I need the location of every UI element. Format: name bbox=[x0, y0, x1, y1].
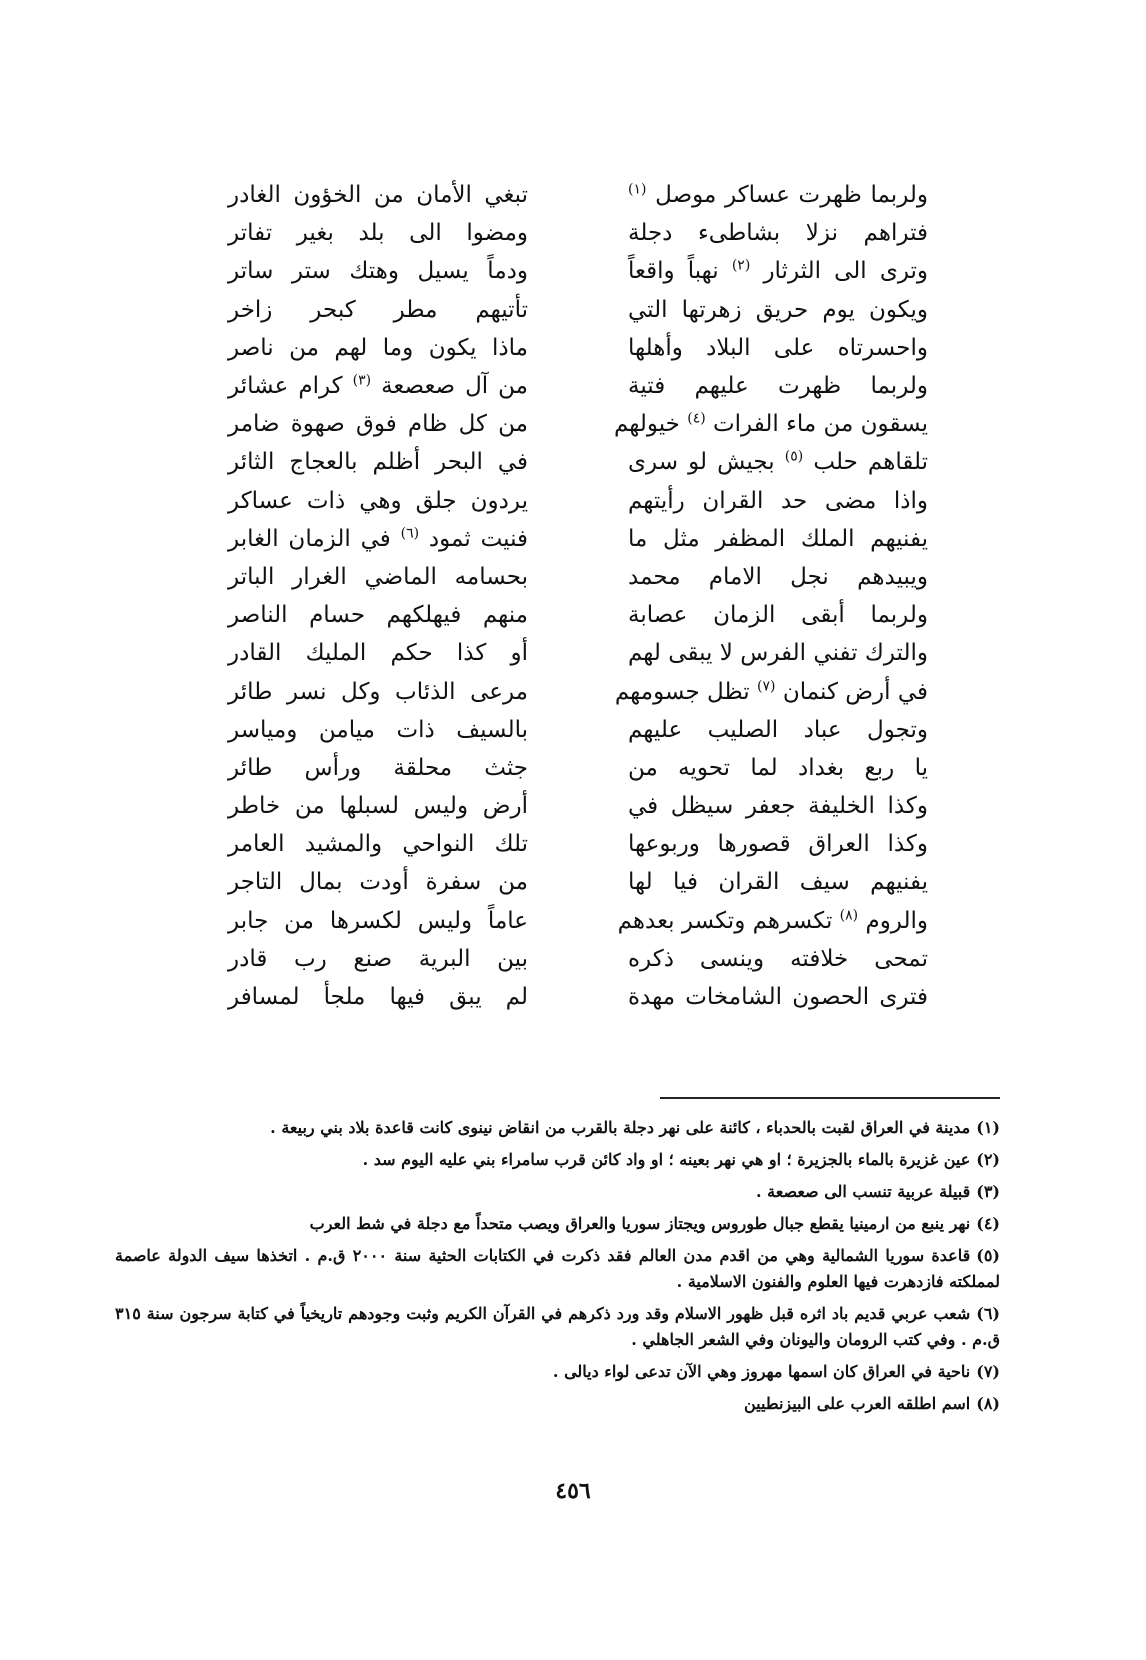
hemistich-text: والروم bbox=[865, 907, 928, 934]
hemistich-text: لم يبق فيها ملجأ لمسافر bbox=[228, 984, 528, 1011]
footnote-reference: (٧) bbox=[757, 677, 776, 694]
hemistich-text: بحسامه الماضي الغرار الباتر bbox=[228, 563, 528, 590]
footnote-text: ناحية في العراق كان اسمها مهروز وهي الآن تدعى لواء ديالى . bbox=[552, 1362, 971, 1381]
hemistich-text: جثث محلقة ورأس طائر bbox=[228, 754, 528, 781]
hemistich-text: تأتيهم مطر كبحر زاخر bbox=[228, 296, 528, 323]
footnote-separator bbox=[660, 1097, 1000, 1099]
footnote-number: (١) bbox=[976, 1118, 1000, 1137]
hemistich-text: تمحى خلافته وينسى ذكره bbox=[628, 945, 928, 972]
hemistich-text: مرعى الذئاب وكل نسر طائر bbox=[228, 678, 528, 705]
footnote bbox=[115, 1359, 1000, 1385]
footnote-number: (٥) bbox=[976, 1246, 1000, 1265]
first-hemistich bbox=[628, 367, 928, 405]
hemistich-text: ويبيدهم نجل الامام محمد bbox=[628, 563, 928, 590]
footnote-number: (٢) bbox=[976, 1150, 1000, 1169]
hemistich-text: ومضوا الى بلد بغير تفاتر bbox=[228, 220, 528, 247]
first-hemistich bbox=[628, 176, 928, 214]
footnote bbox=[115, 1391, 1000, 1417]
hemistich-text: وتجول عباد الصليب عليهم bbox=[628, 716, 928, 743]
hemistich-text: يا ربع بغداد لما تحويه من bbox=[628, 754, 928, 781]
hemistich-text: ولربما ظهرت عليهم فتية bbox=[628, 373, 928, 400]
verse-row bbox=[228, 634, 928, 672]
footnote-text: قبيلة عربية تنسب الى صعصعة . bbox=[756, 1182, 971, 1201]
second-hemistich bbox=[228, 978, 528, 1016]
second-hemistich bbox=[228, 711, 528, 749]
second-hemistich bbox=[228, 176, 528, 214]
second-hemistich bbox=[228, 329, 528, 367]
hemistich-text: منهم فيهلكهم حسام الناصر bbox=[228, 602, 528, 629]
verse-row bbox=[228, 367, 928, 405]
footnote-number: (٦) bbox=[976, 1304, 1000, 1323]
first-hemistich bbox=[613, 405, 928, 443]
second-hemistich bbox=[228, 825, 528, 863]
second-hemistich bbox=[228, 634, 528, 672]
hemistich-text: في أرض كنمان bbox=[782, 678, 928, 705]
second-hemistich bbox=[228, 558, 528, 596]
hemistich-text: في الزمان الغابر bbox=[228, 525, 391, 552]
verse-row bbox=[228, 176, 928, 214]
hemistich-text: من آل صعصعة bbox=[381, 373, 528, 400]
verse-row bbox=[228, 902, 928, 940]
poem bbox=[228, 176, 928, 1076]
footnotes bbox=[115, 1115, 1000, 1423]
footnote-text: مدينة في العراق لقبت بالحدباء ، كائنة على نهر دجلة بالقرب من انقاض نينوى كانت قاعدة بلاد بني ربيعة . bbox=[270, 1118, 971, 1137]
hemistich-text: ماذا يكون وما لهم من ناصر bbox=[228, 334, 528, 361]
footnote bbox=[115, 1115, 1000, 1141]
hemistich-text: واحسرتاه على البلاد وأهلها bbox=[628, 334, 928, 361]
first-hemistich bbox=[628, 291, 928, 329]
hemistich-text: كرام عشائر bbox=[228, 373, 343, 400]
verse-row bbox=[228, 520, 928, 558]
first-hemistich bbox=[628, 443, 928, 481]
first-hemistich bbox=[628, 978, 928, 1016]
footnote-reference: (٥) bbox=[784, 448, 804, 465]
hemistich-text: تلقاهم حلب bbox=[813, 449, 929, 476]
second-hemistich bbox=[228, 405, 528, 443]
hemistich-text: أو كذا حكم المليك القادر bbox=[228, 640, 528, 667]
verse-row bbox=[228, 787, 928, 825]
hemistich-text: ولربما أبقى الزمان عصابة bbox=[628, 602, 928, 629]
footnote-reference: (١) bbox=[628, 181, 647, 198]
hemistich-text: والترك تفني الفرس لا يبقى لهم bbox=[628, 640, 928, 667]
second-hemistich bbox=[228, 902, 528, 940]
hemistich-text: فنيت ثمود bbox=[428, 525, 529, 552]
footnote-text: نهر ينبع من ارمينيا يقطع جبال طوروس ويجتاز سوريا والعراق ويصب متحداً مع دجلة في شط العرب bbox=[309, 1214, 971, 1233]
hemistich-text: خيولهم bbox=[613, 411, 680, 438]
footnote-text: عين غزيرة بالماء بالجزيرة ؛ او هي نهر بعينه ؛ او واد كائن قرب سامراء بني عليه اليوم سد . bbox=[362, 1150, 971, 1169]
footnote-number: (٨) bbox=[976, 1394, 1000, 1413]
footnote-reference: (٤) bbox=[687, 410, 706, 427]
first-hemistich bbox=[628, 252, 928, 290]
hemistich-text: بالسيف ذات ميامن ومياسر bbox=[228, 716, 528, 743]
first-hemistich bbox=[628, 863, 928, 901]
hemistich-text: من كل ظام فوق صهوة ضامر bbox=[228, 411, 528, 438]
hemistich-text: أرض وليس لسبلها من خاطر bbox=[228, 793, 528, 820]
second-hemistich bbox=[228, 214, 528, 252]
verse-row bbox=[228, 940, 928, 978]
first-hemistich bbox=[628, 520, 928, 558]
hemistich-text: فترى الحصون الشامخات مهدة bbox=[628, 984, 928, 1011]
footnote bbox=[115, 1147, 1000, 1173]
first-hemistich bbox=[628, 482, 928, 520]
verse-row bbox=[228, 405, 928, 443]
verse-row bbox=[228, 329, 928, 367]
hemistich-text: واذا مضى حد القران رأيتهم bbox=[628, 487, 928, 514]
second-hemistich bbox=[228, 787, 528, 825]
second-hemistich bbox=[228, 443, 528, 481]
page-number: ٤٥٦ bbox=[555, 1478, 591, 1504]
verse-row bbox=[228, 596, 928, 634]
hemistich-text: وكذا الخليفة جعفر سيظل في bbox=[628, 793, 928, 820]
first-hemistich bbox=[628, 596, 928, 634]
hemistich-text: يفنيهم الملك المظفر مثل ما bbox=[628, 525, 928, 552]
footnote-reference: (٦) bbox=[400, 525, 420, 542]
verse-row bbox=[228, 558, 928, 596]
second-hemistich bbox=[228, 367, 528, 405]
first-hemistich bbox=[628, 329, 928, 367]
first-hemistich bbox=[614, 673, 928, 711]
footnote bbox=[115, 1301, 1000, 1353]
verse-row bbox=[228, 214, 928, 252]
hemistich-text: ودماً يسيل وهتك ستر ساتر bbox=[228, 258, 528, 285]
verse-row bbox=[228, 672, 928, 710]
verse-row bbox=[228, 291, 928, 329]
verse-row bbox=[228, 863, 928, 901]
first-hemistich bbox=[628, 940, 928, 978]
hemistich-text: تظل جسومهم bbox=[614, 678, 750, 705]
first-hemistich bbox=[617, 902, 928, 940]
verse-row bbox=[228, 252, 928, 290]
footnote-number: (٣) bbox=[976, 1182, 1000, 1201]
footnote-number: (٤) bbox=[976, 1214, 1000, 1233]
hemistich-text: تلك النواحي والمشيد العامر bbox=[228, 831, 528, 858]
footnote bbox=[115, 1179, 1000, 1205]
hemistich-text: يسقون من ماء الفرات bbox=[713, 411, 928, 438]
hemistich-text: ويكون يوم حريق زهرتها التي bbox=[628, 296, 928, 323]
verse-row bbox=[228, 825, 928, 863]
hemistich-text: تكسرهم وتكسر بعدهم bbox=[617, 907, 833, 934]
footnote-reference: (٨) bbox=[839, 907, 859, 923]
first-hemistich bbox=[628, 558, 928, 596]
hemistich-text: يفنيهم سيف القران فيا لها bbox=[628, 869, 928, 896]
footnote-text: اسم اطلقه العرب على البيزنطيين bbox=[743, 1394, 971, 1413]
hemistich-text: عاماً وليس لكسرها من جابر bbox=[228, 907, 528, 934]
verse-row bbox=[228, 443, 928, 481]
second-hemistich bbox=[228, 673, 528, 711]
first-hemistich bbox=[628, 634, 928, 672]
second-hemistich bbox=[228, 482, 528, 520]
hemistich-text: من سفرة أودت بمال التاجر bbox=[228, 869, 528, 896]
footnote-reference: (٣) bbox=[352, 372, 372, 389]
hemistich-text: فتراهم نزلا بشاطىء دجلة bbox=[628, 220, 928, 247]
second-hemistich bbox=[228, 252, 528, 290]
footnote-reference: (٢) bbox=[731, 257, 751, 274]
first-hemistich bbox=[628, 749, 928, 787]
verse-row bbox=[228, 482, 928, 520]
footnote-number: (٧) bbox=[976, 1362, 1000, 1381]
second-hemistich bbox=[228, 596, 528, 634]
footnote-text: قاعدة سوريا الشمالية وهي من اقدم مدن العالم فقد ذكرت في الكتابات الحثية سنة ٢٠٠٠ ق.م . اتخذها سيف الدولة عاصمة لمملكته فازدهرت فيها العلوم والفنون الاسلامية . bbox=[115, 1246, 1000, 1291]
first-hemistich bbox=[628, 825, 928, 863]
hemistich-text: في البحر أظلم بالعجاج الثائر bbox=[228, 449, 528, 476]
hemistich-text: بين البرية صنع رب قادر bbox=[228, 945, 528, 972]
second-hemistich bbox=[228, 940, 528, 978]
hemistich-text: ولربما ظهرت عساكر موصل bbox=[655, 182, 929, 209]
hemistich-text: وترى الى الثرثار bbox=[763, 258, 929, 285]
hemistich-text: تبغي الأمان من الخؤون الغادر bbox=[228, 182, 528, 209]
verse-row bbox=[228, 978, 928, 1016]
second-hemistich bbox=[228, 863, 528, 901]
verse-row bbox=[228, 749, 928, 787]
verse-row bbox=[228, 711, 928, 749]
first-hemistich bbox=[628, 787, 928, 825]
first-hemistich bbox=[628, 214, 928, 252]
second-hemistich bbox=[228, 291, 528, 329]
footnote-text: شعب عربي قديم باد اثره قبل ظهور الاسلام وقد ورد ذكرهم في القرآن الكريم وثبت وجودهم تاريخياً في كتابة سرجون سنة ٣١٥ ق.م . وفي كتب الرومان واليونان وفي الشعر الجاهلي . bbox=[115, 1304, 1000, 1349]
hemistich-text: يردون جلق وهي ذات عساكر bbox=[228, 487, 528, 514]
second-hemistich bbox=[228, 749, 528, 787]
hemistich-text: بجيش لو سرى bbox=[628, 449, 775, 476]
first-hemistich bbox=[628, 711, 928, 749]
footnote bbox=[115, 1211, 1000, 1237]
second-hemistich bbox=[228, 520, 528, 558]
footnote bbox=[115, 1243, 1000, 1295]
hemistich-text: نهباً واقعاً bbox=[628, 258, 719, 285]
hemistich-text: وكذا العراق قصورها وربوعها bbox=[628, 831, 928, 858]
